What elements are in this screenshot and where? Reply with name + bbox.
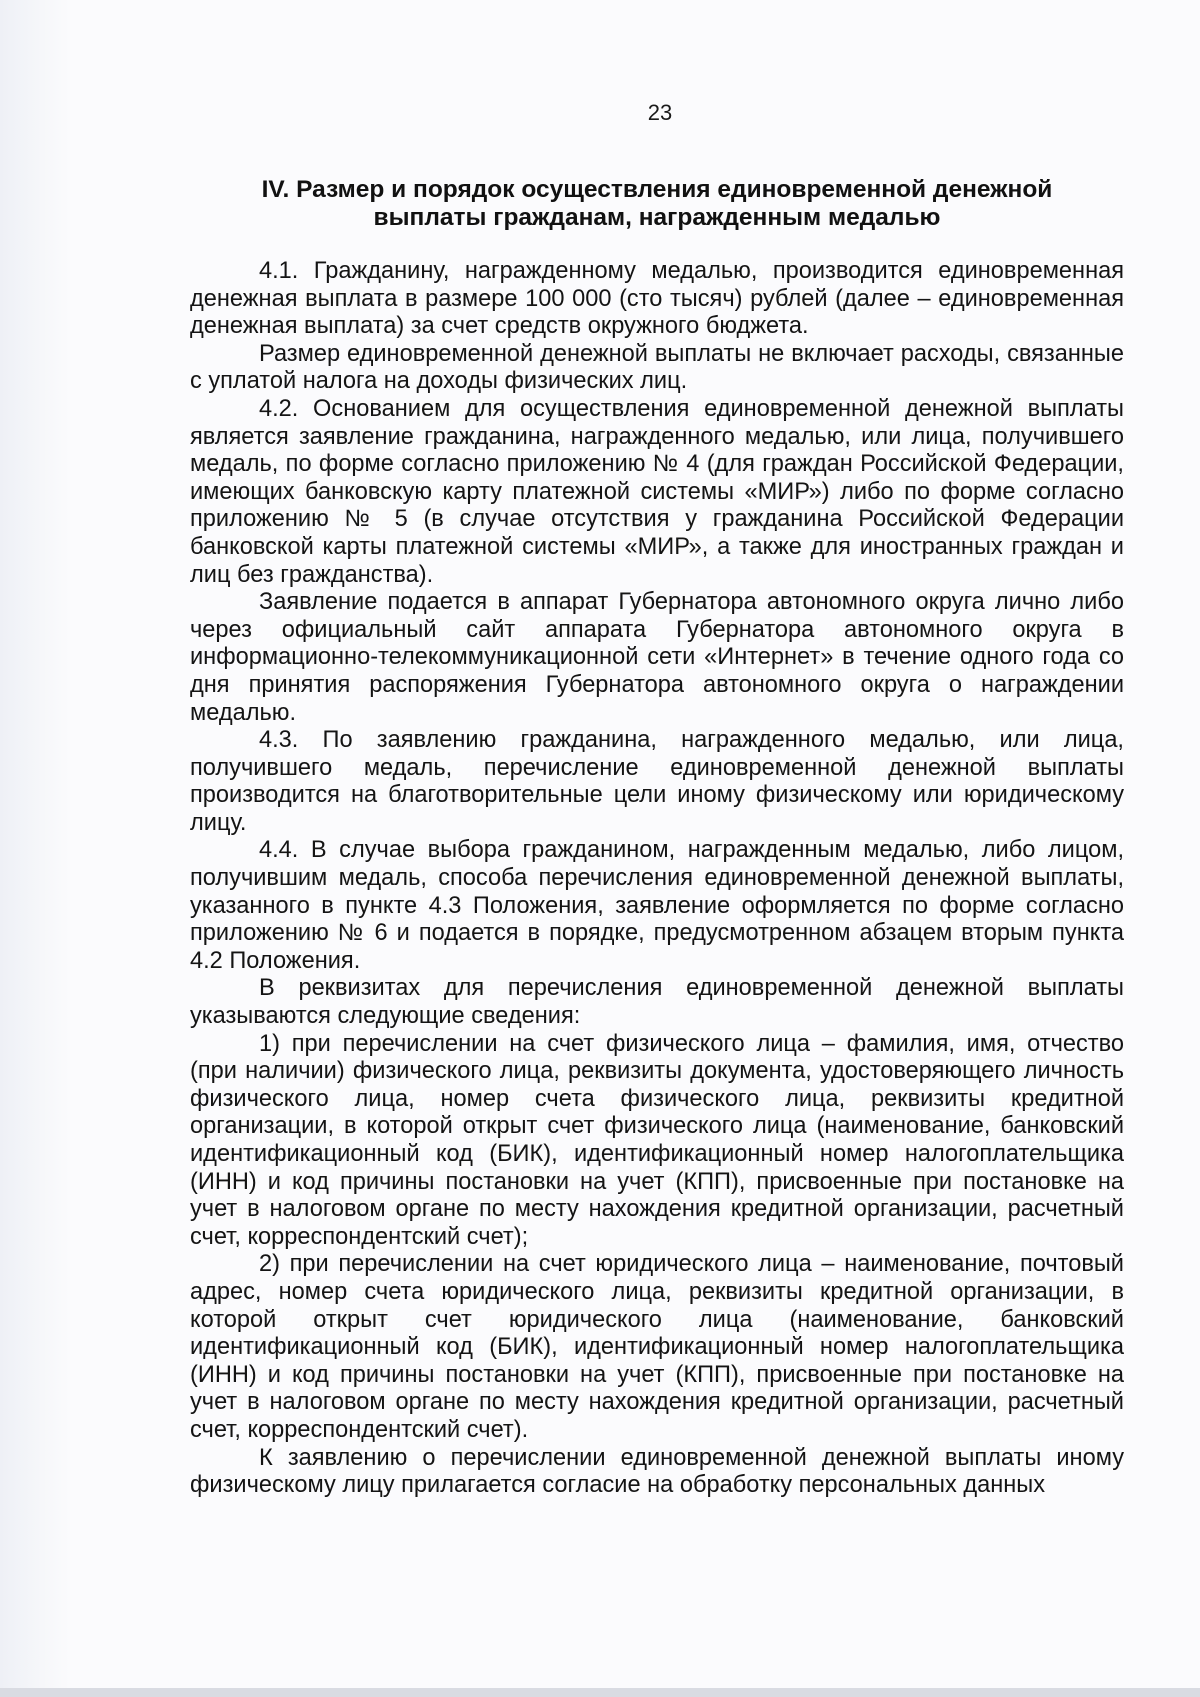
paragraph-requisites-intro: В реквизитах для перечисления единовременной денежной выплаты указываются следующие сведения: <box>190 975 1124 1030</box>
section-heading-line-2: выплаты гражданам, награжденным медалью <box>373 204 941 231</box>
scan-edge-bottom <box>0 1688 1200 1697</box>
paragraph-4-3: 4.3. По заявлению гражданина, награжденного медалью, или лица, получившего медаль, перечисление единовременной денежной выплаты производится на благотворительные цели иному физическому или юридическому лицу. <box>190 727 1124 836</box>
paragraph-4-2: 4.2. Основанием для осуществления единовременной денежной выплаты является заявление гражданина, награжденного медалью, или лица, получившего медаль, по форме согласно приложению № 4 (для граждан Российской Федерации, имеющих банковскую карту платежной системы «МИР») либо по форме согласно приложению № 5 (в случае отсутствия у гражданина Российской Федерации банковской карты платежной системы «МИР», а также для иностранных граждан и лиц без гражданства). <box>190 395 1124 588</box>
document-body <box>190 258 1124 1500</box>
paragraph-4-1-tax-note: Размер единовременной денежной выплаты не включает расходы, связанные с уплатой налога на доходы физических лиц. <box>190 340 1124 395</box>
paragraph-4-4: 4.4. В случае выбора гражданином, награжденным медалью, либо лицом, получившим медаль, способа перечисления единовременной денежной выплаты, указанного в пункте 4.3 Положения, заявление оформляется по форме согласно приложению № 6 и подается в порядке, предусмотренном абзацем вторым пункта 4.2 Положения. <box>190 837 1124 974</box>
paragraph-requisites-legal-entity: 2) при перечислении на счет юридического лица – наименование, почтовый адрес, номер счета юридического лица, реквизиты кредитной организации, в которой открыт счет юридического лица (наименование, банковский идентификационный код (БИК), идентификационный номер налогоплательщика (ИНН) и код причины постановки на учет (КПП), присвоенные при постановке на учет в налоговом органе по месту нахождения кредитной организации, расчетный счет, корреспондентский счет). <box>190 1251 1124 1443</box>
section-heading <box>190 176 1124 232</box>
paragraph-4-1: 4.1. Гражданину, награжденному медалью, производится единовременная денежная выплата в размере 100 000 (сто тысяч) рублей (далее – единовременная денежная выплата) за счет средств окружного бюджета. <box>190 258 1124 340</box>
page-number: 23 <box>647 100 673 125</box>
section-heading-line-1: IV. Размер и порядок осуществления единовременной денежной <box>261 176 1053 203</box>
scan-shadow-left <box>0 0 70 1697</box>
paragraph-4-2-submission: Заявление подается в аппарат Губернатора автономного округа лично либо через официальный сайт аппарата Губернатора автономного округа в информационно-телекоммуникационной сети «Интернет» в течение одного года со дня принятия распоряжения Губернатора автономного округа о награждении медалью. <box>190 589 1124 726</box>
paragraph-consent: К заявлению о перечислении единовременной денежной выплаты иному физическому лицу прилагается согласие на обработку персональных данных <box>190 1444 1124 1499</box>
paragraph-requisites-individual: 1) при перечислении на счет физического лица – фамилия, имя, отчество (при наличии) физического лица, реквизиты документа, удостоверяющего личность физического лица, номер счета физического лица, реквизиты кредитной организации, в которой открыт счет физического лица (наименование, банковский идентификационный код (БИК), идентификационный номер налогоплательщика (ИНН) и код причины постановки на учет (КПП), присвоенные при постановке на учет в налоговом органе по месту нахождения кредитной организации, расчетный счет, корреспондентский счет); <box>190 1030 1124 1250</box>
